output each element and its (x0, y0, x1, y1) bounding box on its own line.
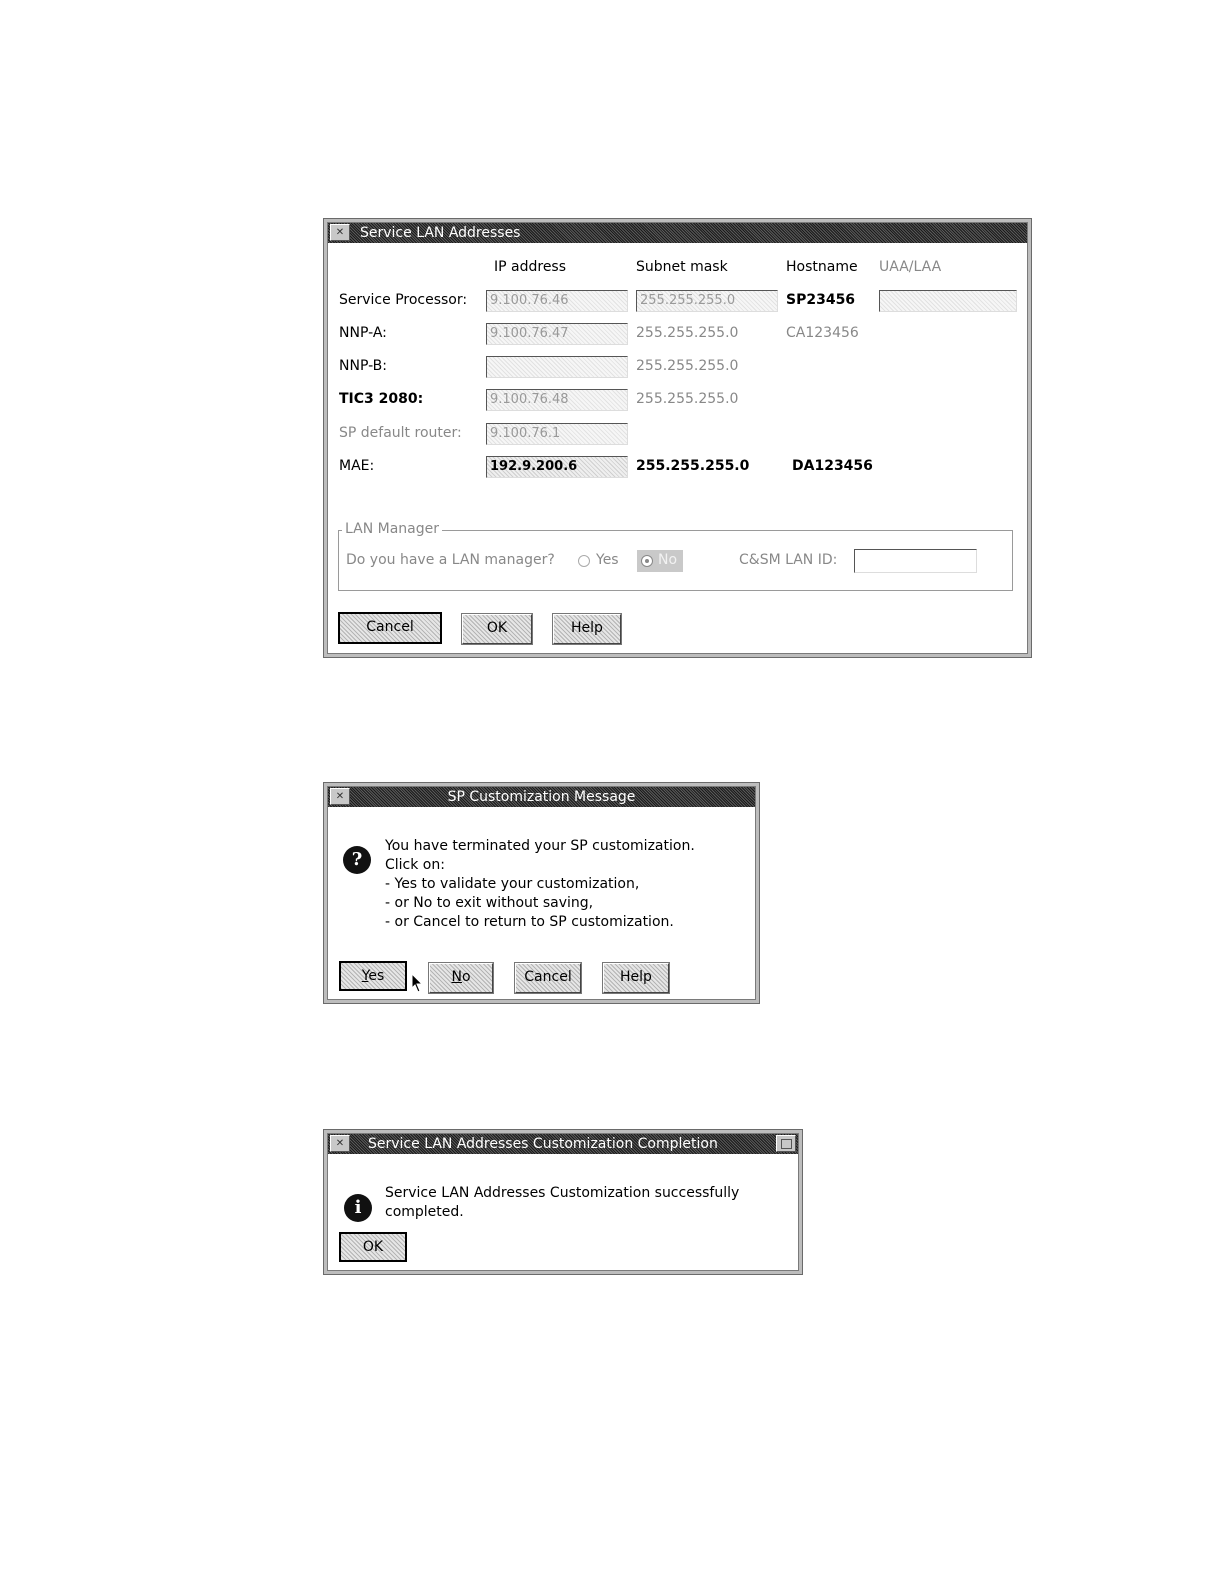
system-menu-icon[interactable]: ✕ (330, 1135, 350, 1152)
service-processor-uaa-field[interactable] (879, 290, 1017, 312)
tic3-label: TIC3 2080: (339, 391, 424, 407)
tic3-mask: 255.255.255.0 (636, 391, 739, 407)
lan-manager-group-title: LAN Manager (342, 521, 442, 537)
customization-completion-dialog (323, 1129, 803, 1275)
sp-customization-message-dialog (323, 782, 760, 1004)
yes-mnemonic: Y (361, 968, 369, 984)
nnp-a-mask: 255.255.255.0 (636, 325, 739, 341)
cancel-button[interactable]: Cancel (338, 612, 442, 644)
csm-lan-id-label: C&SM LAN ID: (739, 552, 838, 568)
mae-label: MAE: (339, 458, 375, 474)
service-processor-mask-field[interactable]: 255.255.255.0 (636, 290, 778, 312)
header-uaa-laa: UAA/LAA (879, 259, 942, 275)
ok-button[interactable]: OK (339, 1232, 407, 1262)
title-bar[interactable] (328, 787, 755, 807)
dialog-title: Service LAN Addresses Customization Completion (368, 1136, 718, 1152)
nnp-a-label: NNP-A: (339, 325, 387, 341)
no-button[interactable] (429, 963, 493, 993)
dialog-title: Service LAN Addresses (360, 225, 521, 241)
mae-mask: 255.255.255.0 (636, 458, 750, 474)
lan-manager-question: Do you have a LAN manager? (346, 552, 555, 568)
message-line-5: - or Cancel to return to SP customization. (385, 914, 674, 930)
service-processor-ip-field[interactable]: 9.100.76.46 (486, 290, 628, 312)
nnp-a-ip-field[interactable]: 9.100.76.47 (486, 323, 628, 345)
help-button[interactable]: Help (603, 963, 669, 993)
header-ip-address: IP address (494, 259, 567, 275)
ok-button[interactable]: OK (462, 614, 532, 644)
message-line-1: You have terminated your SP customization. (385, 838, 695, 854)
info-icon: i (344, 1194, 372, 1222)
lan-manager-yes-radio[interactable] (578, 555, 590, 567)
title-bar[interactable] (328, 223, 1027, 243)
header-hostname: Hostname (786, 259, 858, 275)
no-label-rest: o (461, 969, 471, 985)
nnp-b-mask: 255.255.255.0 (636, 358, 739, 374)
message-line-4: - or No to exit without saving, (385, 895, 594, 911)
tic3-ip-field[interactable]: 9.100.76.48 (486, 389, 628, 411)
system-menu-icon[interactable]: ✕ (330, 788, 350, 805)
question-icon: ? (343, 846, 371, 874)
mae-hostname: DA123456 (792, 458, 873, 474)
mouse-pointer-icon (411, 973, 425, 993)
message-line-1: Service LAN Addresses Customization successfully (385, 1185, 740, 1201)
yes-label-rest: es (368, 968, 385, 984)
csm-lan-id-input[interactable] (854, 549, 977, 573)
message-line-2: Click on: (385, 857, 445, 873)
lan-manager-no-radio[interactable] (641, 555, 653, 567)
maximize-icon[interactable] (776, 1135, 796, 1152)
yes-button[interactable] (339, 961, 407, 991)
lan-manager-no-label[interactable]: No (658, 552, 678, 568)
message-line-2: completed. (385, 1204, 464, 1220)
service-processor-label: Service Processor: (339, 292, 468, 308)
message-line-3: - Yes to validate your customization, (385, 876, 640, 892)
nnp-a-hostname: CA123456 (786, 325, 859, 341)
sp-default-router-label: SP default router: (339, 425, 462, 441)
mae-ip-field[interactable]: 192.9.200.6 (486, 456, 628, 478)
service-processor-hostname: SP23456 (786, 292, 856, 308)
system-menu-icon[interactable]: ✕ (330, 224, 350, 241)
nnp-b-label: NNP-B: (339, 358, 387, 374)
no-mnemonic: N (451, 969, 462, 985)
cancel-button[interactable]: Cancel (515, 963, 581, 993)
sp-default-router-field[interactable]: 9.100.76.1 (486, 423, 628, 445)
lan-manager-yes-label[interactable]: Yes (596, 552, 619, 568)
help-button[interactable]: Help (553, 614, 621, 644)
nnp-b-ip-field[interactable] (486, 356, 628, 378)
dialog-title: SP Customization Message (447, 789, 636, 805)
service-lan-addresses-dialog (323, 218, 1032, 658)
title-bar[interactable] (328, 1134, 798, 1154)
header-subnet-mask: Subnet mask (636, 259, 728, 275)
